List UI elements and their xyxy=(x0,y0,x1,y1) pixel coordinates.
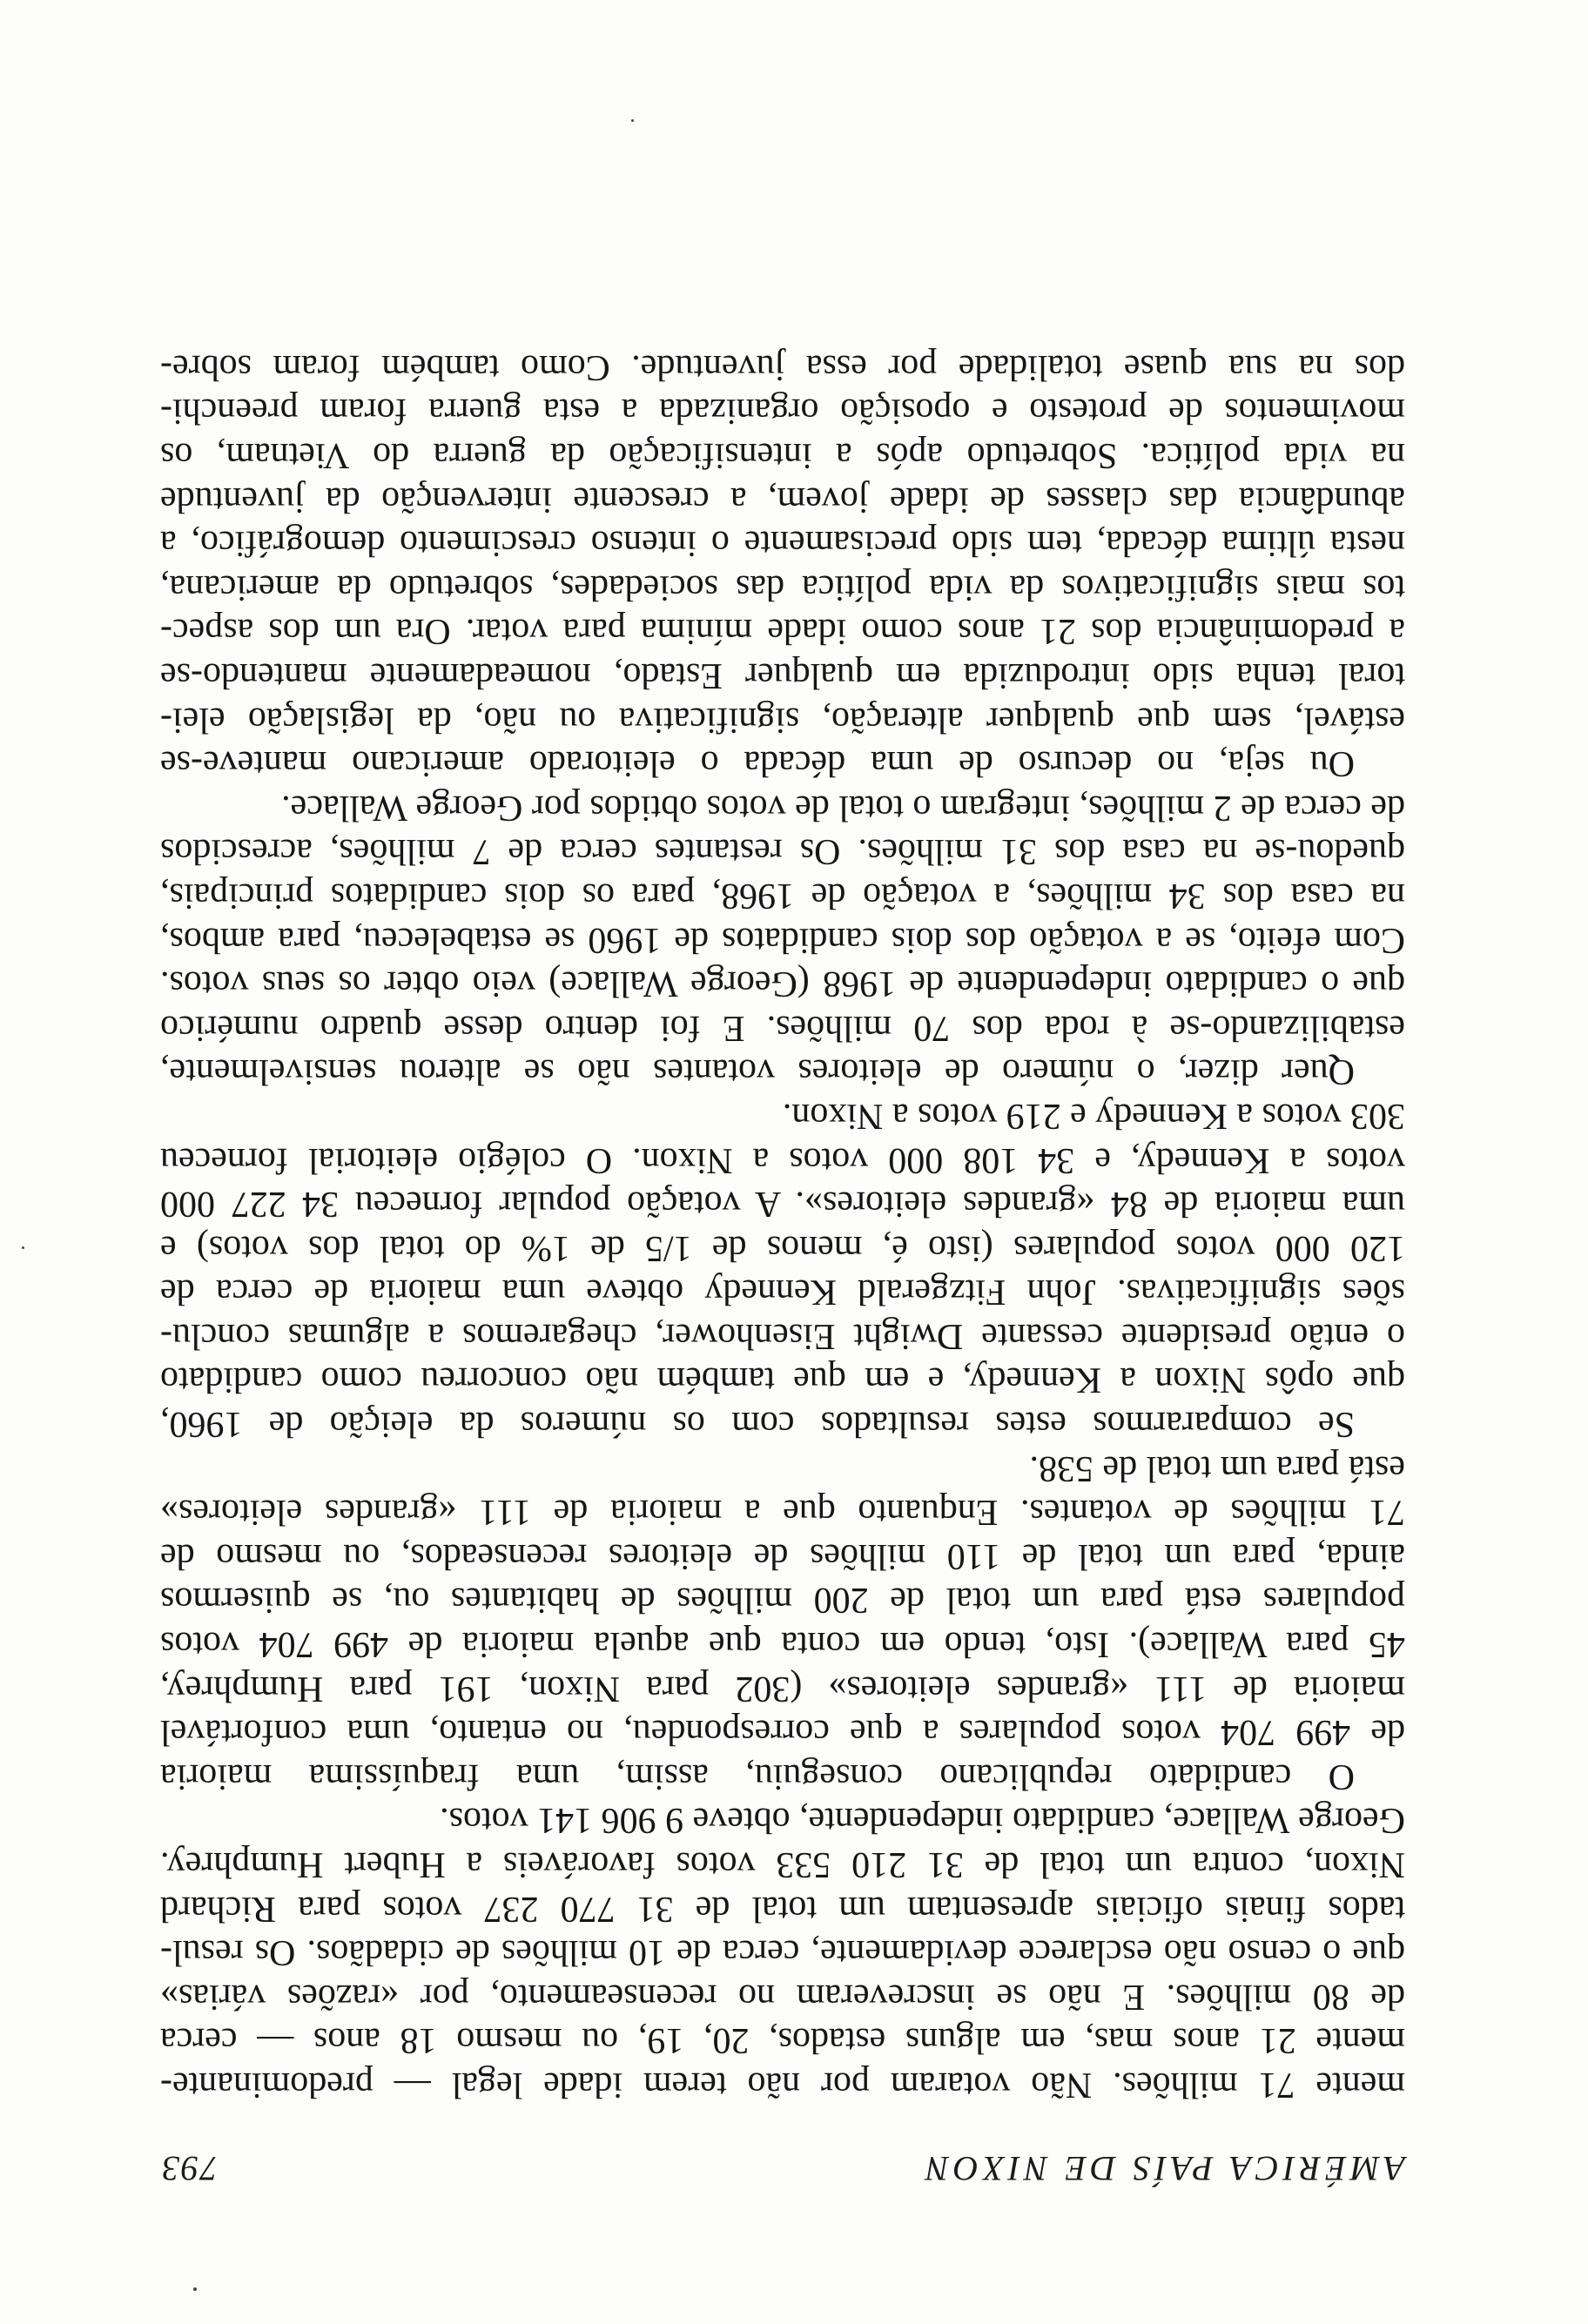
text-line: tos mais significativos da vida política das sociedades, sobretudo da americana, xyxy=(160,567,1405,608)
text-line: que o candidato independente de 1968 (George Wallace) veio obter os seus votos. xyxy=(160,964,1405,1004)
text-line: estável, sem que qualquer alteração, significativa ou não, da legislação elei- xyxy=(160,699,1405,740)
text-line: mente 71 milhões. Não votaram por não terem idade legal — predominante- xyxy=(160,2065,1405,2105)
text-line: O candidato republicano conseguiu, assim, uma fraquíssima maioria xyxy=(160,1756,1355,1797)
text-line: 45 para Wallace). Isto, tendo em conta que aquela maioria de 499 704 votos xyxy=(160,1624,1405,1665)
text-line: na casa dos 34 milhões, a votação de 1968, para os dois candidatos principais, xyxy=(160,875,1405,916)
text-line: sões significativas. John Fitzgerald Kennedy obteve uma maioria de cerca de xyxy=(160,1272,1405,1313)
text-line: 71 milhões de votantes. Enquanto que a maioria de 111 «grandes eleitores» xyxy=(160,1492,1405,1533)
text-line: tados finais oficiais apresentam um total de 31 770 237 votos para Richard xyxy=(160,1888,1405,1929)
text-line: que opôs Nixon a Kennedy, e em que também não concorreu como candidato xyxy=(160,1360,1405,1400)
text-line: uma maioria de 84 «grandes eleitores». A votação popular forneceu 34 227 000 xyxy=(160,1184,1405,1225)
text-line: Com efeito, se a votação dos dois candidatos de 1960 se estabeleceu, para ambos, xyxy=(160,919,1405,960)
text-line: de 499 704 votos populares a que correspondeu, no entanto, uma confortável xyxy=(160,1712,1405,1753)
running-head xyxy=(160,2137,1405,2189)
scan-speck xyxy=(631,119,634,122)
text-line: ainda, para um total de 110 milhões de eleitores recenseados, ou mesmo de xyxy=(160,1535,1405,1576)
text-line: nesta última década, tem sido precisamente o intenso crescimento demográfico, a xyxy=(160,523,1405,564)
text-line: na vida política. Sobretudo após a intensificação da guerra do Vietnam, os xyxy=(160,435,1405,476)
text-line: maioria de 111 «grandes eleitores» (302 para Nixon, 191 para Humphrey, xyxy=(160,1668,1405,1709)
page-number: 793 xyxy=(160,2149,218,2188)
text-line: dos na sua quase totalidade por essa juventude. Como também foram sobre- xyxy=(160,346,1405,387)
text-line: de cerca de 2 milhões, integram o total de votos obtidos por George Wallace. xyxy=(281,787,1405,828)
text-line: populares está para um total de 200 milhões de habitantes ou, se quisermos xyxy=(160,1580,1405,1621)
text-line: quedou-se na casa dos 31 milhões. Os restantes cerca de 7 milhões, acrescidos xyxy=(160,831,1405,872)
text-line: Se compararmos estes resultados com os números da eleição de 1960, xyxy=(160,1404,1355,1445)
text-line: George Wallace, candidato independente, obteve 9 906 141 votos. xyxy=(440,1800,1405,1841)
text-line: Nixon, contra um total de 31 210 533 votos favoráveis a Hubert Humphrey. xyxy=(160,1844,1405,1885)
body-text xyxy=(160,345,1405,2106)
text-line: Quer dizer, o número de eleitores votantes não se alterou sensivelmente, xyxy=(160,1051,1355,1092)
text-line: Ou seja, no decurso de uma década o eleitorado americano manteve-se xyxy=(160,743,1355,784)
text-line: de 80 milhões. E não se inscreveram no recenseamento, por «razões várias» xyxy=(160,1976,1405,2017)
text-line: 303 votos a Kennedy e 219 votos a Nixon. xyxy=(782,1095,1405,1136)
text-line: que o censo não esclarece devidamente, cerca de 10 milhões de cidadãos. Os resul- xyxy=(160,1932,1405,1973)
text-line: abundância das classes de idade jovem, a crescente intervenção da juventude xyxy=(160,479,1405,520)
text-line: estabilizando-se à roda dos 70 milhões. E foi dentro desse quadro numérico xyxy=(160,1007,1405,1048)
text-line: está para um total de 538. xyxy=(1029,1447,1405,1488)
running-head-title: AMÉRICA PAÍS DE NIXON xyxy=(921,2149,1405,2188)
scan-speck xyxy=(22,1246,24,1249)
scan-speck xyxy=(193,2287,197,2291)
text-line: a predominância dos 21 anos como idade mínima para votar. Ora um dos aspec- xyxy=(160,611,1405,652)
text-line: movimentos de protesto e oposição organizada a esta guerra foram preenchi- xyxy=(160,391,1405,432)
text-line: toral tenha sido introduzida em qualquer Estado, nomeadamente mantendo-se xyxy=(160,655,1405,695)
text-line: 120 000 votos populares (isto é, menos de 1/5 de 1% do total dos votos) e xyxy=(160,1227,1405,1268)
text-line: votos a Kennedy, e 34 108 000 votos a Nixon. O colégio eleitorial forneceu xyxy=(160,1139,1405,1180)
text-line: o então presidente cessante Dwight Eisenhower, chegaremos a algumas conclu- xyxy=(160,1315,1405,1356)
text-line: mente 21 anos mas, em alguns estados, 20, 19, ou mesmo 18 anos — cerca xyxy=(160,2020,1405,2061)
